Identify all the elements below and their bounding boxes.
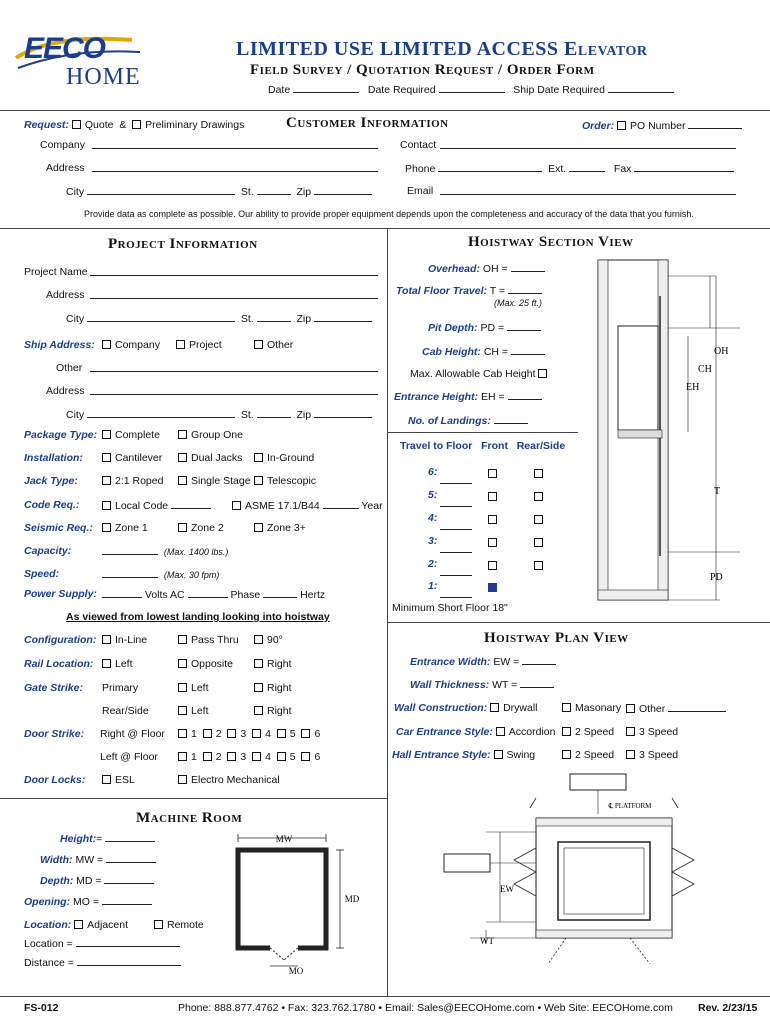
capacity-label: Capacity: <box>24 545 72 557</box>
gate-strike-label: Gate Strike: <box>24 682 83 694</box>
company-row: Company <box>40 139 85 151</box>
contact-field[interactable] <box>440 139 736 149</box>
speed-label: Speed: <box>24 568 60 580</box>
rear-side-label: Rear/Side <box>102 705 149 717</box>
esl-checkbox[interactable] <box>102 775 111 784</box>
ship-company-checkbox[interactable] <box>102 340 111 349</box>
wall-other-checkbox[interactable] <box>626 704 635 713</box>
ship-other-checkbox[interactable] <box>254 340 263 349</box>
as-viewed-note: As viewed from lowest landing looking into hoistway <box>66 611 330 623</box>
machine-depth-field[interactable] <box>104 874 154 884</box>
door-locks-label: Door Locks: <box>24 774 86 786</box>
right-floor-2[interactable] <box>203 729 212 738</box>
floor-label: 2: <box>428 558 438 570</box>
package-type-label: Package Type: <box>24 429 98 441</box>
ew-field[interactable] <box>522 655 556 665</box>
front-checkbox[interactable] <box>488 538 497 547</box>
landings-field[interactable] <box>494 414 528 424</box>
logo-text-home: HOME <box>66 64 141 90</box>
phone-row: Phone Ext. Fax <box>405 162 734 175</box>
floor-height-field[interactable] <box>440 566 472 576</box>
front-checkbox[interactable] <box>488 469 497 478</box>
telescopic-checkbox[interactable] <box>254 476 263 485</box>
customer-info-title: Customer Information <box>286 115 449 131</box>
right-floor-4[interactable] <box>252 729 261 738</box>
form-id: FS-012 <box>24 1002 59 1014</box>
company-field[interactable] <box>92 139 378 149</box>
primary-label: Primary <box>102 682 139 694</box>
email-label: Email <box>407 185 434 197</box>
left-floor-3[interactable] <box>227 752 236 761</box>
diagram-eh-label: EH <box>686 382 700 393</box>
rail-location-label: Rail Location: <box>24 658 94 670</box>
drywall-checkbox[interactable] <box>490 703 499 712</box>
max-cab-checkbox[interactable] <box>538 369 547 378</box>
ship-address-field[interactable] <box>90 385 378 395</box>
diagram-mo-label: MO <box>288 966 304 976</box>
zone2-checkbox[interactable] <box>178 523 187 532</box>
page-title: LIMITED USE LIMITED ACCESS Elevator <box>236 38 648 60</box>
door-strike-label: Door Strike: <box>24 728 85 740</box>
installation-label: Installation: <box>24 452 83 464</box>
rear-side-checkbox[interactable] <box>534 492 543 501</box>
primary-left-checkbox[interactable] <box>178 683 187 692</box>
other-field[interactable] <box>90 362 378 372</box>
city-row: City St. Zip <box>66 185 372 198</box>
oh-field[interactable] <box>511 262 545 272</box>
pd-field[interactable] <box>507 321 541 331</box>
max25-note: (Max. 25 ft.) <box>494 298 543 308</box>
floor-label: 3: <box>428 535 438 547</box>
left-floor-5[interactable] <box>277 752 286 761</box>
rear-side-checkbox[interactable] <box>534 469 543 478</box>
diagram-pd-label: PD <box>710 572 723 583</box>
electro-checkbox[interactable] <box>178 775 187 784</box>
seismic-req-label: Seismic Req.: <box>24 522 93 534</box>
configuration-label: Configuration: <box>24 634 97 646</box>
jack-type-label: Jack Type: <box>24 475 78 487</box>
left-floor-label: Left @ Floor <box>100 751 158 763</box>
hall-2speed-checkbox[interactable] <box>562 750 571 759</box>
machine-opening-field[interactable] <box>102 895 152 905</box>
email-field[interactable] <box>440 185 736 195</box>
project-address-label: Address <box>46 289 85 301</box>
floor-height-field[interactable] <box>440 543 472 553</box>
in-ground-checkbox[interactable] <box>254 453 263 462</box>
po-number-field[interactable] <box>688 119 742 129</box>
ship-project-checkbox[interactable] <box>176 340 185 349</box>
roped-checkbox[interactable] <box>102 476 111 485</box>
revision: Rev. 2/23/15 <box>698 1002 758 1014</box>
min-short-floor: Minimum Short Floor 18" <box>392 602 508 614</box>
diagram-platform-label: ℄ PLATFORM <box>608 802 652 810</box>
floor-height-field[interactable] <box>440 588 472 598</box>
diagram-t-label: T <box>714 486 721 497</box>
footer-contact: Phone: 888.877.4762 • Fax: 323.762.1780 • Email: Sales@EECOHome.com • Web Site: EECOHome.com <box>178 1002 673 1014</box>
floor-label: 4: <box>428 512 438 524</box>
diagram-wt-label: WT <box>480 936 494 946</box>
floor-label: 5: <box>428 489 438 501</box>
machine-width-field[interactable] <box>106 853 156 863</box>
wt-field[interactable] <box>520 678 554 688</box>
pass-thru-checkbox[interactable] <box>178 635 187 644</box>
accordion-checkbox[interactable] <box>496 727 505 736</box>
floor-height-field[interactable] <box>440 520 472 530</box>
right-floor-label: Right @ Floor <box>100 728 165 740</box>
rear-side-checkbox[interactable] <box>534 538 543 547</box>
rail-left-checkbox[interactable] <box>102 659 111 668</box>
diagram-ch-label: CH <box>698 364 712 375</box>
complete-checkbox[interactable] <box>102 430 111 439</box>
distance-field[interactable] <box>77 956 181 966</box>
power-row: Volts AC Phase Hertz <box>102 588 325 601</box>
project-info-title: Project Information <box>108 236 258 252</box>
diagram-mw-label: MW <box>275 834 293 844</box>
floor-label: 1: <box>428 580 438 592</box>
single-stage-checkbox[interactable] <box>178 476 187 485</box>
hoistway-plan-title: Hoistway Plan View <box>484 630 629 646</box>
adjacent-checkbox[interactable] <box>74 920 83 929</box>
instruction-note: Provide data as complete as possible. Our ability to provide proper equipment depends upon the completeness and accuracy of the data that you furnish. <box>84 209 694 219</box>
left-floor-2[interactable] <box>203 752 212 761</box>
diagram-ew-label: EW <box>500 884 514 894</box>
eh-field[interactable] <box>508 390 542 400</box>
project-city-row: City St. Zip <box>66 312 372 325</box>
code-req-label: Code Req.: <box>24 499 80 511</box>
hoistway-section-diagram <box>590 256 766 606</box>
rail-right-checkbox[interactable] <box>254 659 263 668</box>
group-one-checkbox[interactable] <box>178 430 187 439</box>
hoistway-plan-diagram <box>440 768 766 982</box>
machine-room-diagram <box>230 832 370 980</box>
machine-room-title: Machine Room <box>136 810 243 826</box>
deg90-checkbox[interactable] <box>254 635 263 644</box>
right-floor-5[interactable] <box>277 729 286 738</box>
ship-city-row: City St. Zip <box>66 408 372 421</box>
front-checkbox[interactable] <box>488 492 497 501</box>
floor-height-field[interactable] <box>440 474 472 484</box>
diagram-oh-label: OH <box>714 346 729 357</box>
header-dates: Date Date Required Ship Date Required <box>268 83 674 96</box>
local-code-checkbox[interactable] <box>102 501 111 510</box>
remote-checkbox[interactable] <box>154 920 163 929</box>
right-floor-6[interactable] <box>301 729 310 738</box>
primary-right-checkbox[interactable] <box>254 683 263 692</box>
in-line-checkbox[interactable] <box>102 635 111 644</box>
ch-field[interactable] <box>511 345 545 355</box>
dual-jacks-checkbox[interactable] <box>178 453 187 462</box>
hall-3speed-checkbox[interactable] <box>626 750 635 759</box>
floor-label: 6: <box>428 466 438 478</box>
quote-checkbox[interactable] <box>72 120 81 129</box>
preliminary-checkbox[interactable] <box>132 120 141 129</box>
swing-checkbox[interactable] <box>494 750 503 759</box>
right-floor-1[interactable] <box>178 729 187 738</box>
left-floor-options: 1 2 3 4 5 6 <box>178 751 320 763</box>
cantilever-checkbox[interactable] <box>102 453 111 462</box>
power-supply-label: Power Supply: <box>24 588 97 600</box>
capacity-field[interactable] <box>102 545 158 555</box>
order-row: Order: PO Number <box>582 119 742 132</box>
location-field[interactable] <box>76 937 180 947</box>
ship-address-label: Address <box>46 385 85 397</box>
address-field[interactable] <box>92 162 378 172</box>
project-name-field[interactable] <box>90 266 378 276</box>
t-field[interactable] <box>508 284 542 294</box>
other-label: Other <box>56 362 83 374</box>
floor-height-field[interactable] <box>440 497 472 507</box>
request-row: Request: Quote & Preliminary Drawings <box>24 119 245 131</box>
asme-checkbox[interactable] <box>232 501 241 510</box>
ship-address-row: Ship Address: <box>24 339 95 351</box>
right-floor-options: 1 2 3 4 5 6 <box>178 728 320 740</box>
zone3-checkbox[interactable] <box>254 523 263 532</box>
hoistway-section-title: Hoistway Section View <box>468 234 634 250</box>
address-label: Address <box>46 162 85 174</box>
speed-field[interactable] <box>102 568 158 578</box>
zone1-checkbox[interactable] <box>102 523 111 532</box>
rear-side-checkbox[interactable] <box>534 515 543 524</box>
left-floor-1[interactable] <box>178 752 187 761</box>
po-checkbox[interactable] <box>617 121 626 130</box>
left-floor-4[interactable] <box>252 752 261 761</box>
masonary-checkbox[interactable] <box>562 703 571 712</box>
rear-left-checkbox[interactable] <box>178 706 187 715</box>
project-address-field[interactable] <box>90 289 378 299</box>
front-checkbox[interactable] <box>488 583 497 592</box>
page-subtitle: Field Survey / Quotation Request / Order Form <box>250 62 595 78</box>
car-2speed-checkbox[interactable] <box>562 727 571 736</box>
logo-text-eeco: EECO <box>24 32 106 65</box>
front-checkbox[interactable] <box>488 561 497 570</box>
left-floor-6[interactable] <box>301 752 310 761</box>
rail-opposite-checkbox[interactable] <box>178 659 187 668</box>
diagram-md-label: MD <box>344 894 360 904</box>
front-checkbox[interactable] <box>488 515 497 524</box>
rear-side-checkbox[interactable] <box>534 561 543 570</box>
contact-label: Contact <box>400 139 437 151</box>
car-3speed-checkbox[interactable] <box>626 727 635 736</box>
rear-right-checkbox[interactable] <box>254 706 263 715</box>
right-floor-3[interactable] <box>227 729 236 738</box>
project-name-label: Project Name <box>24 266 88 278</box>
travel-floor-header: Travel to Floor Front Rear/Side <box>400 440 566 452</box>
machine-height-field[interactable] <box>105 832 155 842</box>
